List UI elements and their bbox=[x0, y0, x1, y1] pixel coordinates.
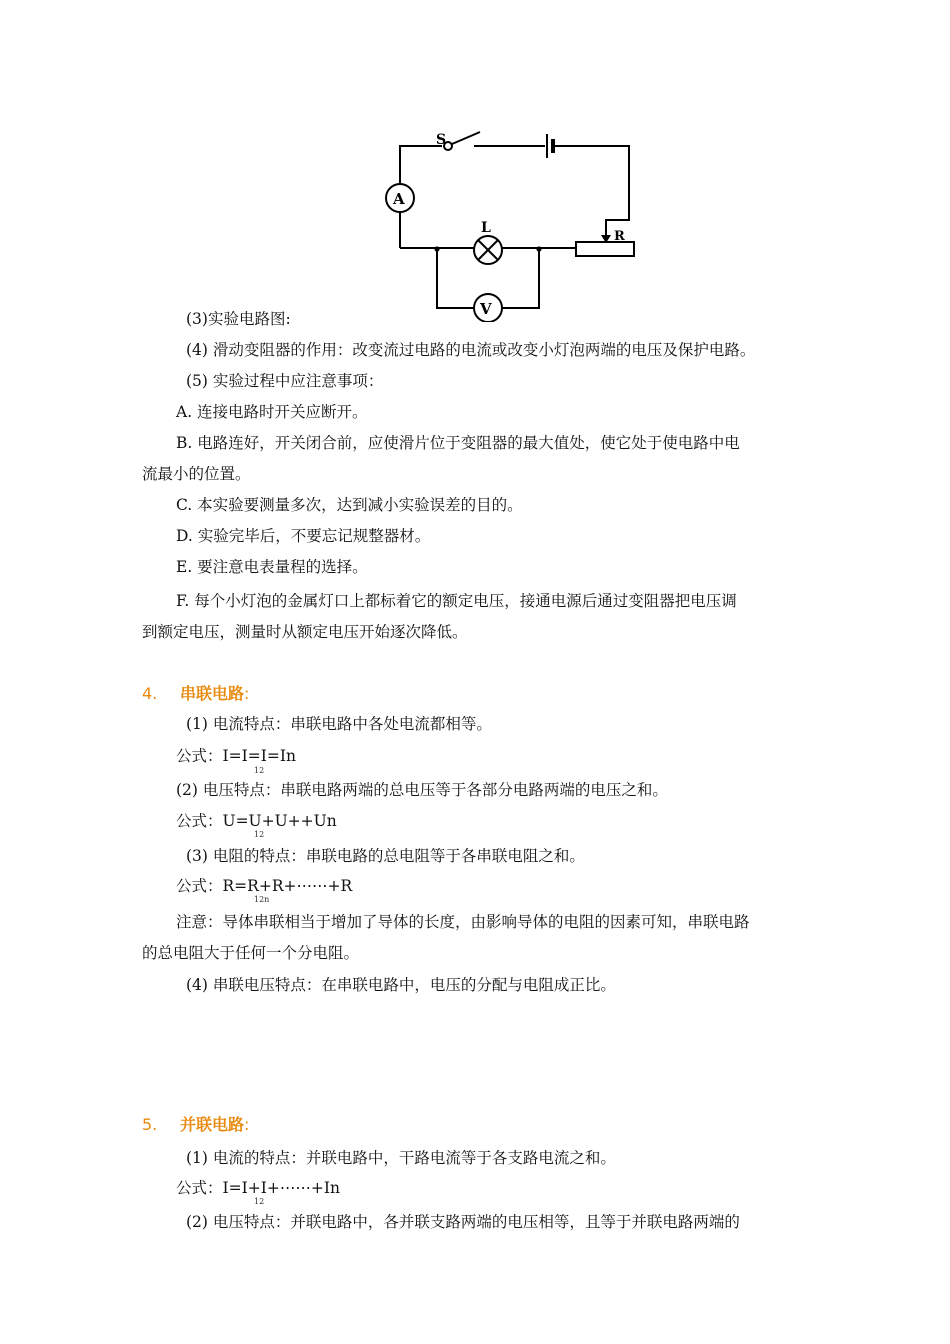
ammeter-label: A bbox=[393, 190, 405, 208]
parallel-heading-colon: : bbox=[244, 1115, 250, 1134]
rheostat-label: R bbox=[614, 229, 625, 244]
parallel-item-2: (2) 电压特点：并联电路中，各并联支路两端的电压相等，且等于并联电路两端的 bbox=[186, 1213, 740, 1231]
item-5-precautions: (5) 实验过程中应注意事项： bbox=[186, 372, 384, 390]
note-c: C. 本实验要测量多次，达到减小实验误差的目的。 bbox=[176, 496, 523, 514]
series-heading bbox=[142, 684, 249, 704]
parallel-formula-1: 公式：I=I+I+⋯⋯+In bbox=[176, 1179, 340, 1197]
parallel-item-1: (1) 电流的特点：并联电路中，干路电流等于各支路电流之和。 bbox=[186, 1149, 616, 1167]
item-4-rheostat-role: (4) 滑动变阻器的作用：改变流过电路的电流或改变小灯泡两端的电压及保护电路。 bbox=[186, 341, 756, 359]
series-note-line-1: 注意：导体串联相当于增加了导体的长度，由影响导体的电阻的因素可知，串联电路 bbox=[176, 913, 750, 931]
diagram-caption: (3)实验电路图: bbox=[186, 310, 291, 328]
junction-dot-left bbox=[434, 246, 439, 251]
series-item-2: (2) 电压特点：串联电路两端的总电压等于各部分电路两端的电压之和。 bbox=[176, 781, 668, 799]
note-b-line-1: B. 电路连好，开关闭合前，应使滑片位于变阻器的最大值处，使它处于使电路中电 bbox=[176, 434, 740, 452]
note-f-line-2: 到额定电压，测量时从额定电压开始逐次降低。 bbox=[142, 623, 468, 641]
note-f-line-1: F. 每个小灯泡的金属灯口上都标着它的额定电压，接通电源后通过变阻器把电压调 bbox=[176, 592, 737, 610]
rheostat-body bbox=[576, 242, 634, 256]
wire-top-right bbox=[555, 146, 629, 238]
note-a: A. 连接电路时开关应断开。 bbox=[176, 403, 368, 421]
parallel-formula-1-subscripts: 12 bbox=[254, 1197, 265, 1206]
series-formula-3: 公式：R=R+R+⋯⋯+R bbox=[176, 877, 353, 895]
parallel-heading-number: 5. bbox=[142, 1115, 158, 1134]
parallel-heading bbox=[142, 1115, 249, 1135]
series-formula-1: 公式：I=I=I=In bbox=[176, 747, 296, 765]
series-heading-number: 4. bbox=[142, 684, 158, 703]
series-note-line-2: 的总电阻大于任何一个分电阻。 bbox=[142, 944, 360, 962]
wire-voltmeter-branch-right bbox=[502, 249, 539, 308]
circuit-diagram bbox=[380, 122, 640, 322]
note-e: E. 要注意电表量程的选择。 bbox=[176, 558, 368, 576]
wire-voltmeter-branch bbox=[437, 249, 474, 308]
series-heading-title: 串联电路 bbox=[180, 684, 245, 703]
switch-label: S bbox=[436, 132, 447, 148]
series-formula-2-subscripts: 12 bbox=[254, 830, 265, 839]
voltmeter-label: V bbox=[480, 300, 492, 318]
parallel-heading-title: 并联电路 bbox=[180, 1115, 245, 1134]
series-heading-colon: : bbox=[244, 684, 250, 703]
switch-blade bbox=[452, 132, 480, 144]
note-b-line-2: 流最小的位置。 bbox=[142, 465, 251, 483]
series-formula-2: 公式：U=U+U++Un bbox=[176, 812, 337, 830]
junction-dot-right bbox=[536, 246, 541, 251]
series-item-4: (4) 串联电压特点：在串联电路中，电压的分配与电阻成正比。 bbox=[186, 976, 616, 994]
series-item-1: (1) 电流特点：串联电路中各处电流都相等。 bbox=[186, 715, 492, 733]
series-formula-3-subscripts: 12n bbox=[254, 895, 270, 904]
series-item-3: (3) 电阻的特点：串联电路的总电阻等于各串联电阻之和。 bbox=[186, 847, 585, 865]
lamp-label: L bbox=[481, 220, 491, 236]
series-formula-1-subscripts: 12 bbox=[254, 766, 265, 775]
note-d: D. 实验完毕后，不要忘记规整器材。 bbox=[176, 527, 431, 545]
